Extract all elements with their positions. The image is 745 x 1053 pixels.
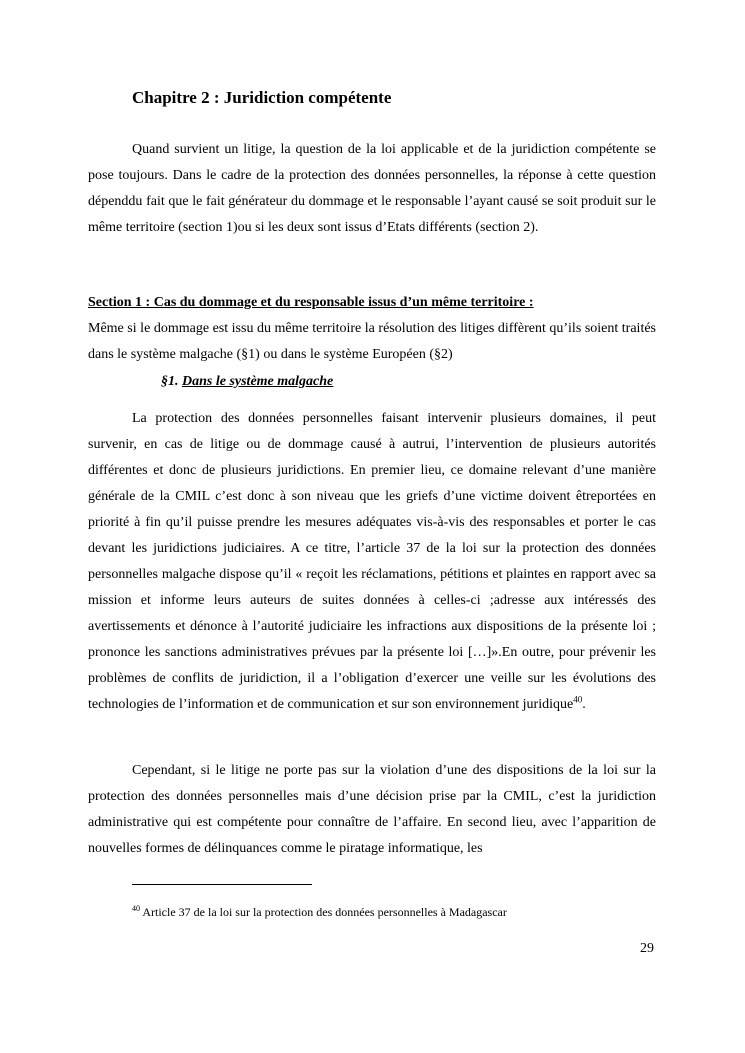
- body-paragraph-1: [88, 406, 656, 718]
- footnote: [132, 905, 507, 920]
- body-paragraph-2: Cependant, si le litige ne porte pas sur la violation d’une des dispositions de la loi sur la protection des données personnelles mais d’une décision prise par la CMIL, c’est la juridiction administrative qui est compétente pour connaître de l’affaire. En second lieu, avec l’apparition de nouvelles formes de délinquances comme le piratage informatique, les: [88, 763, 656, 856]
- footnote-reference[interactable]: 40: [573, 694, 583, 705]
- body-paragraph-1-text: La protection des données personnelles faisant intervenir plusieurs domaines, il peut survenir, en cas de litige ou de dommage causé à autrui, l’intervention de plusieurs autorités différentes et donc de plusieurs juridictions. En premier lieu, ce domaine relevant d’une manière générale de la CMIL c’est donc à son niveau que les griefs d’une victime doivent êtreportées en priorité à fin qu’il puisse prendre les mesures adéquates vis-à-vis des responsables et porter le cas devant les juridictions judiciaires. A ce titre, l’article 37 de la loi sur la protection des données personnelles malgache dispose qu’il « reçoit les réclamations, pétitions et plaintes en rapport avec sa mission et informe leurs auteurs de suites données à celles-ci ;adresse aux intéressés des avertissements et dénonce à l’autorité judiciaire les infractions aux dispositions de la présente loi ; prononce les sanctions administratives prévues par la présente loi […]».En outre, pour prévenir les problèmes de conflits de juridiction, il a l’obligation d’exercer une veille sur les évolutions des technologies de l’information et de communication et sur son environnement juridique: [88, 411, 656, 712]
- intro-paragraph: Quand survient un litige, la question de la loi applicable et de la juridiction compétente se pose toujours. Dans le cadre de la protection des données personnelles, la réponse à cette question dépenddu fait que le fait générateur du dommage et le responsable l’ayant causé se soit produit sur le même territoire (section 1)ou si les deux sont issus d’Etats différents (section 2).: [88, 142, 656, 235]
- subsection-heading: [161, 371, 333, 393]
- section-heading: Section 1 : Cas du dommage et du responsable issus d’un même territoire :: [88, 295, 534, 310]
- section-intro-paragraph: Même si le dommage est issu du même territoire la résolution des litiges diffèrent qu’ils soient traités dans le système malgache (§1) ou dans le système Européen (§2): [88, 321, 656, 362]
- footnote-number: 40: [132, 904, 140, 913]
- body-paragraph-1-end: .: [582, 697, 586, 712]
- chapter-title: Chapitre 2 : Juridiction compétente: [132, 88, 392, 107]
- footnote-divider: [132, 884, 312, 885]
- footnote-text: Article 37 de la loi sur la protection des données personnelles à Madagascar: [140, 905, 507, 919]
- subsection-number: §1.: [161, 374, 179, 389]
- page-number: 29: [640, 941, 654, 956]
- subsection-title: Dans le système malgache: [182, 374, 334, 389]
